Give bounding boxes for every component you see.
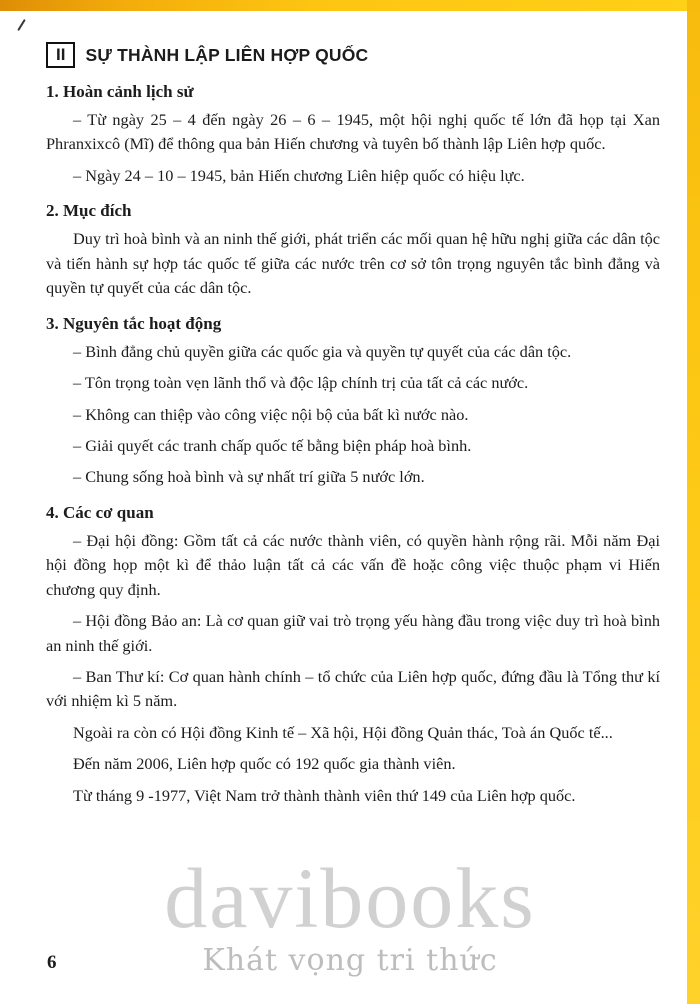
section-1 — [46, 82, 660, 188]
section-heading: 1. Hoàn cảnh lịch sử — [46, 82, 194, 101]
section-heading: 3. Nguyên tắc hoạt động — [46, 313, 222, 333]
paragraph: Từ tháng 9 -1977, Việt Nam trở thành thành viên thứ 149 của Liên hợp quốc. — [73, 785, 576, 805]
paragraph: – Giải quyết các tranh chấp quốc tế bằng biện pháp hoà bình. — [73, 435, 472, 455]
paragraph: – Ngày 24 – 10 – 1945, bản Hiến chương Liên hiệp quốc có hiệu lực. — [73, 165, 525, 185]
paragraph: Duy trì hoà bình và an ninh thế giới, phát triển các mối quan hệ hữu nghị giữa các dân tộc và tiến hành sự hợp tác quốc tế giữa các nước trên cơ sở tôn trọng nguyên tắc bình đẳng và quyền tự quyết của các dân tộc. — [46, 229, 660, 298]
section-heading: 2. Mục đích — [46, 201, 132, 221]
page-title: SỰ THÀNH LẬP LIÊN HỢP QUỐC — [85, 44, 369, 65]
paragraph: Ngoài ra còn có Hội đồng Kinh tế – Xã hội, Hội đồng Quản thác, Toà án Quốc tế... — [73, 722, 613, 742]
paragraph: – Chung sống hoà bình và sự nhất trí giữa 5 nước lớn. — [73, 467, 425, 487]
paragraph: – Hội đồng Bảo an: Là cơ quan giữ vai trò trọng yếu hàng đầu trong việc duy trì hoà bình an ninh thế giới. — [46, 611, 660, 655]
section-2 — [46, 201, 660, 300]
section-number-badge: II — [46, 42, 75, 68]
section-3 — [46, 314, 660, 490]
page-number: 6 — [47, 952, 57, 973]
paragraph: – Tôn trọng toàn vẹn lãnh thổ và độc lập chính trị của tất cả các nước. — [73, 373, 529, 393]
paragraph: – Đại hội đồng: Gồm tất cả các nước thành viên, có quyền hành rộng rãi. Mỗi năm Đại hội đồng họp một kì để thảo luận tất cả các vấn đề hoặc công việc thuộc phạm vi Hiến chương quy định. — [46, 530, 660, 599]
paragraph: – Ban Thư kí: Cơ quan hành chính – tổ chức của Liên hợp quốc, đứng đầu là Tổng thư kí với nhiệm kì 5 năm. — [46, 667, 660, 711]
watermark-brand: davibooks — [164, 850, 536, 946]
page-edge-top — [0, 0, 700, 11]
paragraph: Đến năm 2006, Liên hợp quốc có 192 quốc gia thành viên. — [73, 754, 456, 774]
paragraph: – Từ ngày 25 – 4 đến ngày 26 – 6 – 1945, một hội nghị quốc tế lớn đã họp tại Xan Phranxixcô (Mĩ) để thông qua bản Hiến chương và tuyên bố thành lập Liên hợp quốc. — [46, 110, 660, 154]
paragraph: – Bình đẳng chủ quyền giữa các quốc gia và quyền tự quyết của các dân tộc. — [73, 341, 572, 361]
page-edge-right — [687, 0, 700, 1004]
page-header — [46, 42, 660, 68]
page-content — [46, 42, 660, 815]
section-4 — [46, 503, 660, 808]
paragraph: – Không can thiệp vào công việc nội bộ của bất kì nước nào. — [73, 404, 469, 424]
pen-mark-icon — [17, 19, 26, 31]
watermark-slogan: Khát vọng tri thức — [202, 943, 498, 978]
watermark — [0, 850, 700, 978]
section-heading: 4. Các cơ quan — [46, 502, 154, 522]
